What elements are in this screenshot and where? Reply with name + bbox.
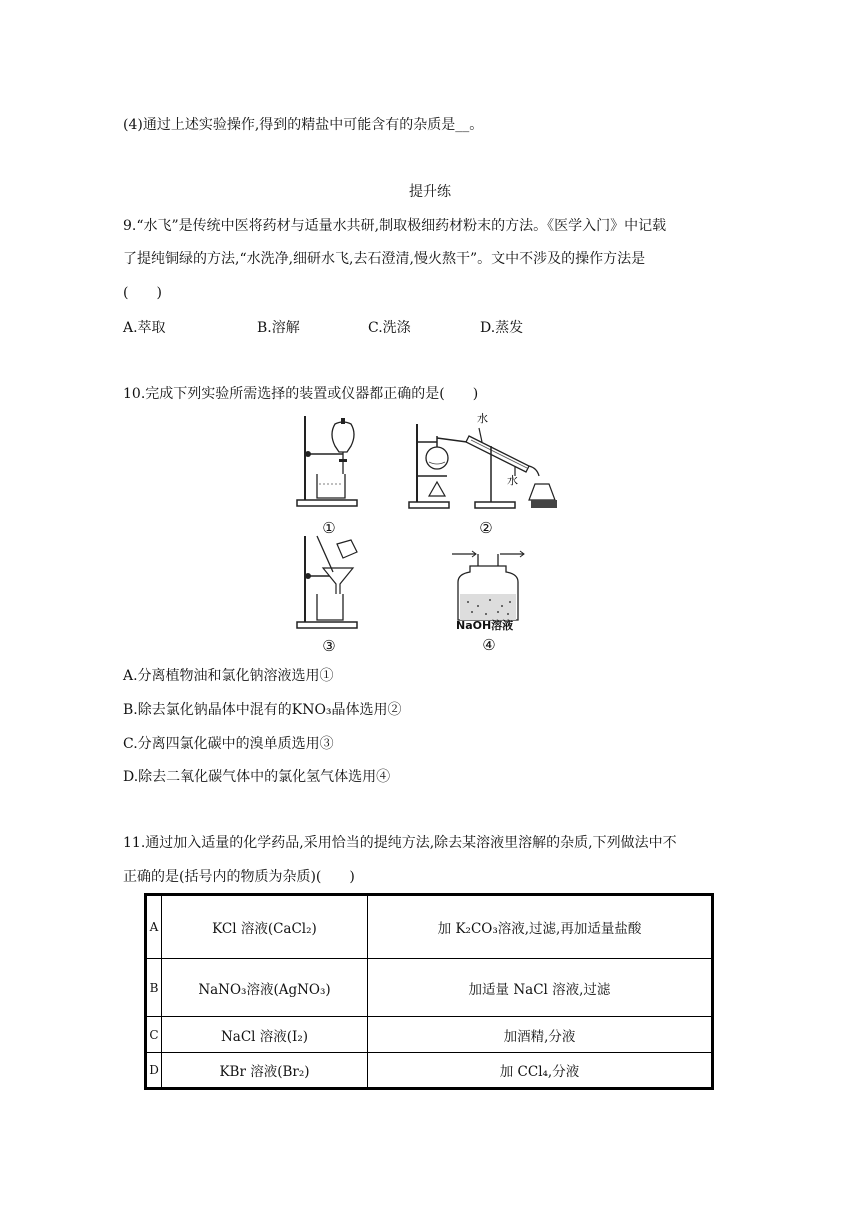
table-row	[146, 959, 713, 1017]
row-label: C	[146, 1017, 162, 1053]
q10-option-a: A.分离植物油和氯化钠溶液选用①	[123, 668, 334, 684]
q8-part4: (4)通过上述实验操作,得到的精盐中可能含有的杂质是__。	[123, 117, 484, 133]
q9-option-a: A.萃取	[123, 320, 166, 336]
q10-stem: 10.完成下列实验所需选择的装置或仪器都正确的是( )	[123, 386, 479, 402]
method-cell: 加 CCl₄,分液	[368, 1053, 713, 1089]
section-title: 提升练	[409, 184, 451, 200]
figure-label-3: ③	[322, 637, 336, 655]
table-row	[146, 1053, 713, 1089]
q10-option-b: B.除去氯化钠晶体中混有的KNO₃晶体选用②	[123, 702, 402, 718]
filtration-apparatus	[295, 532, 365, 632]
substance-cell: KCl 溶液(CaCl₂)	[162, 895, 368, 959]
figure-label-4: ④	[482, 636, 496, 654]
table-row	[146, 1017, 713, 1053]
row-label: A	[146, 895, 162, 959]
substance-cell: NaCl 溶液(I₂)	[162, 1017, 368, 1053]
q9-line2: 了提纯铜绿的方法,“水洗净,细研水飞,去石澄清,慢火熬干”。文中不涉及的操作方法是	[123, 251, 646, 267]
figure-label-1: ①	[322, 519, 336, 537]
q9-line1: 9.“水飞”是传统中医将药材与适量水共研,制取极细药材粉末的方法。《医学入门》中记载	[123, 218, 667, 234]
q9-option-c: C.洗涤	[368, 320, 411, 336]
water-out-label: 水	[477, 412, 488, 425]
q11-line2: 正确的是(括号内的物质为杂质)( )	[123, 869, 355, 885]
q9-option-d: D.蒸发	[480, 320, 524, 336]
separatory-funnel-apparatus	[295, 412, 365, 510]
water-in-label: 水	[507, 474, 518, 487]
method-cell: 加适量 NaCl 溶液,过滤	[368, 959, 713, 1017]
table-row	[146, 895, 713, 959]
q9-line3: ( )	[123, 285, 162, 301]
row-label: D	[146, 1053, 162, 1089]
substance-cell: NaNO₃溶液(AgNO₃)	[162, 959, 368, 1017]
naoh-solution-label: NaOH溶液	[456, 619, 514, 632]
q10-option-d: D.除去二氧化碳气体中的氯化氢气体选用④	[123, 769, 391, 785]
method-cell: 加酒精,分液	[368, 1017, 713, 1053]
method-cell: 加 K₂CO₃溶液,过滤,再加适量盐酸	[368, 895, 713, 959]
q9-option-b: B.溶解	[257, 320, 300, 336]
row-label: B	[146, 959, 162, 1017]
substance-cell: KBr 溶液(Br₂)	[162, 1053, 368, 1089]
q11-line1: 11.通过加入适量的化学药品,采用恰当的提纯方法,除去某溶液里溶解的杂质,下列做法中不	[123, 835, 677, 851]
figure-label-2: ②	[479, 519, 493, 537]
q10-option-c: C.分离四氯化碳中的溴单质选用③	[123, 736, 334, 752]
distillation-apparatus	[407, 406, 577, 514]
q11-options-table	[144, 893, 714, 1090]
